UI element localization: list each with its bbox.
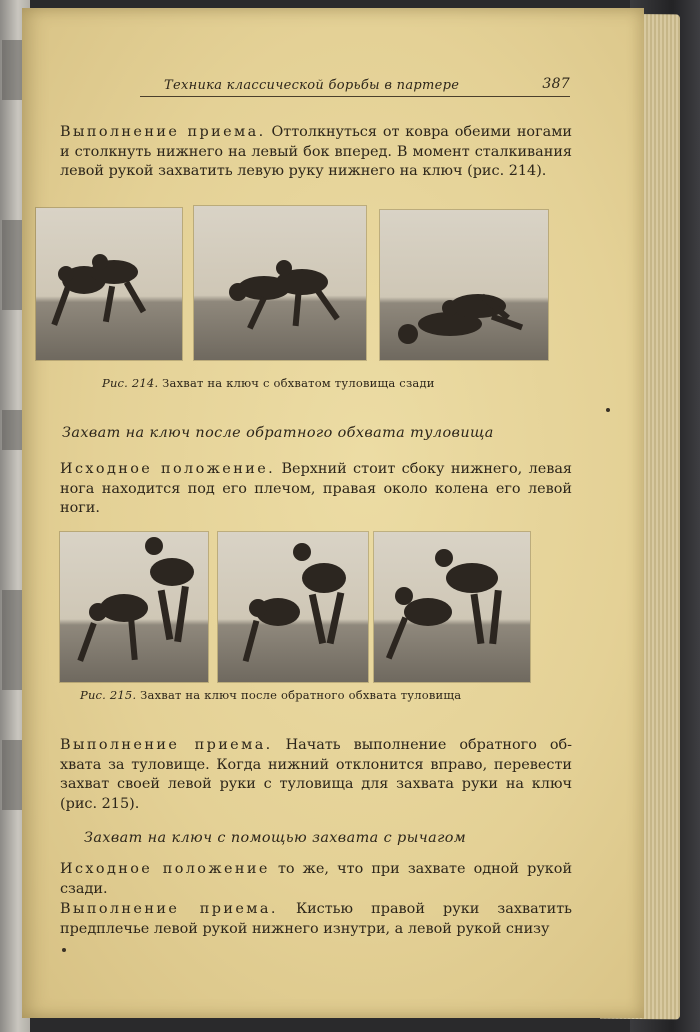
figure-214-photo-2 xyxy=(194,206,366,360)
paragraph-line: Верхний стоит сбоку нижнего, xyxy=(281,461,523,477)
figure-215-photo-3 xyxy=(374,532,530,682)
page-number: 387 xyxy=(542,76,570,92)
paragraph-lead: Выполнение приема. xyxy=(60,901,278,917)
section-heading-2: Захват на ключ с помощью захвата с рычагом xyxy=(84,830,467,846)
paragraph-line: левой ноги. xyxy=(60,480,572,516)
print-speck xyxy=(606,408,610,412)
paragraph-lead: Выполнение приема. xyxy=(60,737,273,753)
figure-215-photo-1 xyxy=(60,532,208,682)
paragraph-lead: Выполнение приема. xyxy=(60,124,266,140)
figure-214-photo-1 xyxy=(36,208,182,360)
figure-caption-text: Захват на ключ с обхватом туловища сзади xyxy=(162,376,435,390)
paragraph-1 xyxy=(60,123,572,182)
paragraph-line: левая нога находится под его плечом, правая около колена его xyxy=(60,461,573,497)
paragraph-line: то же, что при захвате одной xyxy=(277,861,519,877)
paragraph-5 xyxy=(60,900,572,939)
paragraph-line: (рис. 215). xyxy=(60,795,140,812)
paragraph-line: Начать выполнение обратного об- xyxy=(285,737,573,753)
paragraph-line: ключ (рис. 214). xyxy=(422,163,547,179)
figure-caption-text: Захват на ключ после обратного обхвата туловища xyxy=(140,688,462,702)
paragraph-line: Оттолкнуться от ковра обеими xyxy=(271,124,511,140)
paragraph-lead: Исходное положение. xyxy=(60,461,276,477)
running-head-title: Техника классической борьбы в партере xyxy=(164,78,460,93)
paragraph-2 xyxy=(60,460,572,519)
paragraph-line: предплечье левой рукой нижнего изнутри, а левой рукой снизу xyxy=(60,920,550,937)
figure-215-caption xyxy=(80,688,461,702)
figure-215-photo-2 xyxy=(218,532,368,682)
book-page xyxy=(22,8,644,1018)
section-heading-1: Захват на ключ после обратного обхвата туловища xyxy=(62,425,494,441)
paragraph-lead: Исходное положение xyxy=(60,861,270,877)
paragraph-line: Кистью правой руки захватить xyxy=(295,901,572,917)
figure-number: Рис. 214. xyxy=(102,376,159,390)
paragraph-line: захват своей левой руки с туловища для захвата руки на ключ xyxy=(60,776,572,792)
paragraph-line: ногами и столкнуть нижнего на левый бок вперед. В момент xyxy=(60,124,572,160)
print-speck xyxy=(62,948,66,952)
running-head xyxy=(140,74,570,97)
paragraph-4 xyxy=(60,860,572,899)
paragraph-line: сталкивания левой рукой захватить левую руку нижнего на xyxy=(60,143,572,179)
figure-214-caption xyxy=(102,376,435,390)
paragraph-line: рукой сзади. xyxy=(60,861,573,897)
paragraph-3 xyxy=(60,736,572,814)
figure-214-photo-3 xyxy=(380,210,548,360)
figure-number: Рис. 215. xyxy=(80,688,137,702)
paragraph-line: хвата за туловище. Когда нижний отклонится вправо, перевести xyxy=(60,756,572,773)
